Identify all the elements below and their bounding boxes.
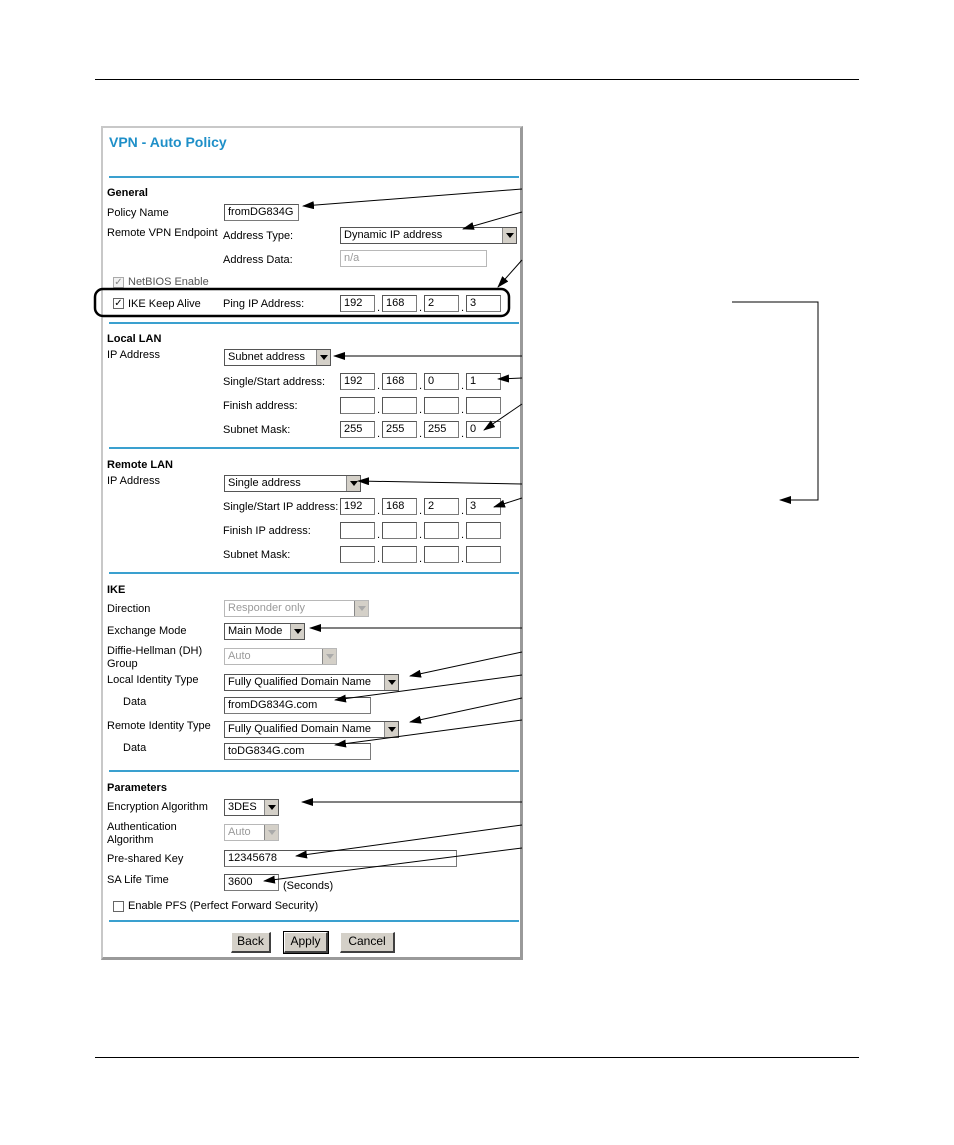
local-mask-octet-3[interactable]: 255	[424, 421, 459, 438]
ip-dot: .	[377, 428, 381, 440]
remote-finish-address-label: Finish IP address:	[223, 525, 311, 537]
local-start-octet-3[interactable]: 0	[424, 373, 459, 390]
section-heading-general: General	[107, 187, 148, 199]
remote-start-octet-2[interactable]: 168	[382, 498, 417, 515]
remote-vpn-endpoint-label: Remote VPN Endpoint	[107, 227, 218, 239]
exchange-mode-value: Main Mode	[228, 625, 283, 637]
remote-start-octet-3[interactable]: 2	[424, 498, 459, 515]
dh-group-label-line2: Group	[107, 658, 138, 670]
callout-connector-arrow	[732, 302, 818, 500]
ike-keep-alive-label: IKE Keep Alive	[128, 298, 201, 310]
local-data-label: Data	[123, 696, 147, 708]
callout-arrow	[335, 720, 522, 745]
address-data-label: Address Data:	[223, 254, 293, 266]
callout-arrow	[494, 498, 522, 507]
local-ip-address-label: IP Address	[107, 349, 160, 361]
remote-start-octet-4[interactable]: 3	[466, 498, 501, 515]
ip-dot: .	[419, 553, 423, 565]
callout-arrow	[335, 675, 522, 700]
authentication-algorithm-value: Auto	[228, 826, 251, 838]
ip-dot: .	[461, 505, 465, 517]
ip-dot: .	[419, 404, 423, 416]
ip-dot: .	[461, 380, 465, 392]
address-data-input[interactable]: n/a	[340, 250, 487, 267]
pre-shared-key-label: Pre-shared Key	[107, 853, 184, 865]
callout-arrow	[484, 404, 522, 430]
authentication-algorithm-label-line2: Algorithm	[107, 834, 154, 846]
cancel-button[interactable]: Cancel	[340, 932, 395, 953]
netbios-enable-checkbox[interactable]: ✓	[114, 277, 123, 288]
ip-dot: .	[419, 302, 423, 314]
ip-dot: .	[461, 404, 465, 416]
local-start-octet-2[interactable]: 168	[382, 373, 417, 390]
ip-dot: .	[461, 302, 465, 314]
ip-dot: .	[419, 380, 423, 392]
callout-arrow	[296, 825, 522, 856]
ike-keep-alive-checkbox[interactable]: ✓	[114, 298, 123, 309]
section-heading-ike: IKE	[107, 584, 126, 596]
ip-dot: .	[461, 428, 465, 440]
remote-ip-type-value: Single address	[228, 477, 301, 489]
sa-life-time-label: SA Life Time	[107, 874, 169, 886]
remote-data-label: Data	[123, 742, 147, 754]
ip-dot: .	[377, 380, 381, 392]
remote-start-address-label: Single/Start IP address:	[223, 501, 339, 513]
callout-arrow	[498, 378, 522, 379]
dh-group-value: Auto	[228, 650, 251, 662]
ping-ip-octet-4[interactable]: 3	[466, 295, 501, 312]
page-title: VPN - Auto Policy	[109, 134, 227, 150]
encryption-algorithm-value: 3DES	[228, 801, 257, 813]
back-button[interactable]: Back	[231, 932, 271, 953]
ip-dot: .	[377, 505, 381, 517]
local-start-address-label: Single/Start address:	[223, 376, 326, 388]
section-heading-remote-lan: Remote LAN	[107, 459, 174, 471]
local-identity-type-value: Fully Qualified Domain Name	[228, 676, 372, 688]
local-start-octet-1[interactable]: 192	[340, 373, 375, 390]
callout-arrow	[358, 481, 522, 484]
remote-subnet-mask-label: Subnet Mask:	[223, 549, 291, 561]
ip-dot: .	[377, 404, 381, 416]
apply-button[interactable]: Apply	[284, 932, 328, 953]
ip-dot: .	[461, 553, 465, 565]
exchange-mode-label: Exchange Mode	[107, 625, 187, 637]
ip-dot: .	[377, 529, 381, 541]
local-subnet-mask-label: Subnet Mask:	[223, 424, 291, 436]
policy-name-input[interactable]: fromDG834G	[224, 204, 299, 221]
ip-dot: .	[377, 553, 381, 565]
direction-value: Responder only	[228, 602, 306, 614]
ping-ip-label: Ping IP Address:	[223, 298, 305, 310]
address-type-value: Dynamic IP address	[344, 229, 443, 241]
remote-identity-data-input[interactable]: toDG834G.com	[224, 743, 371, 760]
callout-arrow	[410, 652, 522, 676]
netbios-enable-label: NetBIOS Enable	[128, 276, 209, 288]
authentication-algorithm-label: Authentication	[107, 821, 177, 833]
callout-arrow	[498, 260, 522, 287]
local-identity-type-label: Local Identity Type	[107, 674, 199, 686]
section-heading-local-lan: Local LAN	[107, 333, 162, 345]
sa-life-time-unit: (Seconds)	[283, 880, 334, 892]
remote-start-octet-1[interactable]: 192	[340, 498, 375, 515]
ip-dot: .	[419, 529, 423, 541]
local-start-octet-4[interactable]: 1	[466, 373, 501, 390]
address-type-label: Address Type:	[223, 230, 294, 242]
ip-dot: .	[419, 505, 423, 517]
remote-ip-address-label: IP Address	[107, 475, 160, 487]
policy-name-label: Policy Name	[107, 207, 169, 219]
local-finish-address-label: Finish address:	[223, 400, 298, 412]
remote-identity-type-value: Fully Qualified Domain Name	[228, 723, 372, 735]
direction-label: Direction	[107, 603, 151, 615]
local-mask-octet-2[interactable]: 255	[382, 421, 417, 438]
local-mask-octet-4[interactable]: 0	[466, 421, 501, 438]
callout-arrow	[410, 698, 522, 722]
local-identity-data-input[interactable]: fromDG834G.com	[224, 697, 371, 714]
ip-dot: .	[461, 529, 465, 541]
ike-keep-alive-highlight	[95, 289, 509, 316]
enable-pfs-label: Enable PFS (Perfect Forward Security)	[128, 900, 319, 912]
dh-group-label: Diffie-Hellman (DH)	[107, 645, 203, 657]
ip-dot: .	[419, 428, 423, 440]
encryption-algorithm-label: Encryption Algorithm	[107, 801, 208, 813]
callout-arrow	[264, 848, 522, 881]
pre-shared-key-input[interactable]: 12345678	[224, 850, 457, 867]
local-mask-octet-1[interactable]: 255	[340, 421, 375, 438]
ping-ip-octet-2[interactable]: 168	[382, 295, 417, 312]
callout-arrow	[463, 212, 522, 229]
callout-arrow	[303, 189, 522, 206]
ping-ip-octet-1[interactable]: 192	[340, 295, 375, 312]
ip-dot: .	[377, 302, 381, 314]
sa-life-time-input[interactable]: 3600	[224, 874, 279, 891]
local-ip-type-value: Subnet address	[228, 351, 306, 363]
remote-identity-type-label: Remote Identity Type	[107, 720, 211, 732]
section-heading-parameters: Parameters	[107, 782, 167, 794]
ping-ip-octet-3[interactable]: 2	[424, 295, 459, 312]
